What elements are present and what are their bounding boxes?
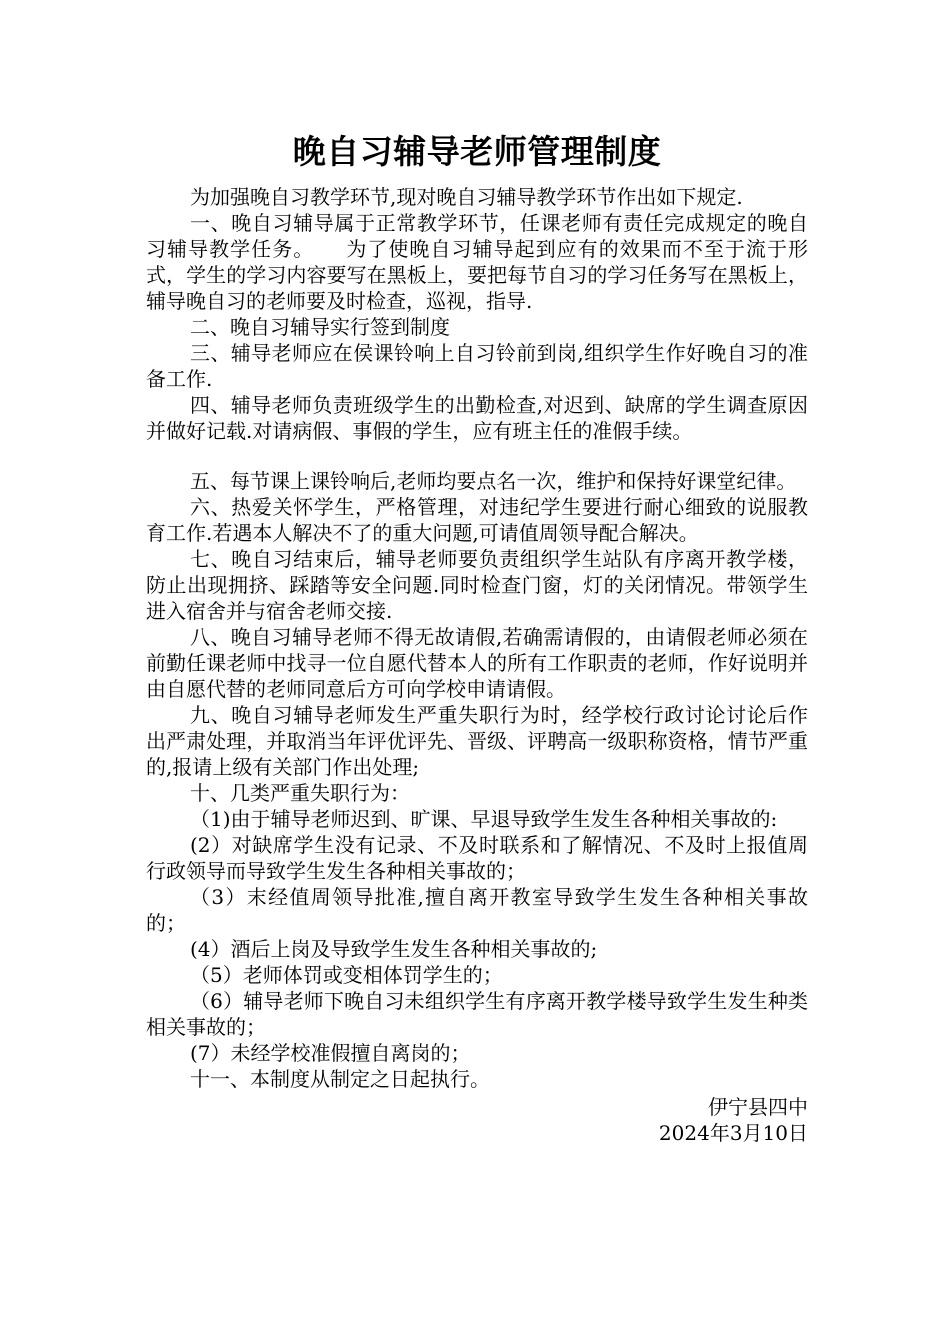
paragraph-rule-2: 二、晚自习辅导实行签到制度 xyxy=(190,315,450,339)
paragraph-item-7: (7）未经学校准假擅自离岗的； xyxy=(190,1041,471,1065)
paragraph-item-4: (4）酒后上岗及导致学生发生各种相关事故的; xyxy=(190,937,598,961)
paragraph-item-2: (2）对缺席学生没有记录、不及时联系和了解情况、不及时上报值周行政领导而导致学生发生各种相关事故的； xyxy=(146,833,808,883)
paragraph-item-5: （5）老师体罚或变相体罚学生的； xyxy=(190,963,503,987)
paragraph-rule-9: 九、晚自习辅导老师发生严重失职行为时，经学校行政讨论讨论后作出严肃处理，并取消当年评优评先、晋级、评聘高一级职称资格，情节严重的,报请上级有关部门作出处理; xyxy=(146,703,808,779)
paragraph-item-6: （6）辅导老师下晚自习未组织学生有序离开教学楼导致学生发生种类相关事故的； xyxy=(146,989,808,1039)
signature-date: 2024年3月10日 xyxy=(658,1121,808,1145)
paragraph-item-1: （1)由于辅导老师迟到、旷课、早退导致学生发生各种相关事故的: xyxy=(190,807,778,831)
paragraph-rule-8: 八、晚自习辅导老师不得无故请假,若确需请假的，由请假老师必须在前勤任课老师中找寻一位自愿代替本人的所有工作职责的老师，作好说明并由自愿代替的老师同意后方可向学校申请请假。 xyxy=(146,625,808,701)
signature-organization: 伊宁县四中 xyxy=(708,1095,808,1119)
paragraph-item-3: （3）末经值周领导批准,擅自离开教室导致学生发生各种相关事故的； xyxy=(146,885,808,935)
paragraph-rule-1: 一、晚自习辅导属于正常教学环节，任课老师有责任完成规定的晚自习辅导教学任务。 为了使晚自习辅导起到应有的效果而不至于流于形式，学生的学习内容要写在黑板上，要把每节自习的学习任务写在黑板上，辅导晚自习的老师要及时检查，巡视，指导. xyxy=(146,211,808,313)
paragraph-intro: 为加强晚自习教学环节,现对晚自习辅导教学环节作出如下规定. xyxy=(190,185,743,209)
document-body xyxy=(146,184,808,1092)
document-title: 晚自习辅导老师管理制度 xyxy=(292,132,662,171)
paragraph-rule-6: 六、热爱关怀学生，严格管理，对违纪学生要进行耐心细致的说服教育工作.若遇本人解决不了的重大问题,可请值周领导配合解决。 xyxy=(146,495,808,545)
paragraph-rule-10: 十、几类严重失职行为： xyxy=(190,781,410,805)
paragraph-rule-5: 五、每节课上课铃响后,老师均要点名一次，维护和保持好课堂纪律。 xyxy=(190,469,797,493)
paragraph-rule-11: 十一、本制度从制定之日起执行。 xyxy=(190,1067,490,1091)
document-page xyxy=(146,128,808,1146)
paragraph-rule-7: 七、晚自习结束后，辅导老师要负责组织学生站队有序离开教学楼，防止出现拥挤、踩踏等安全问题.同时检查门窗，灯的关闭情况。带领学生进入宿舍并与宿舍老师交接. xyxy=(146,547,808,623)
signature-block xyxy=(146,1094,808,1146)
paragraph-rule-4: 四、辅导老师负责班级学生的出勤检查,对迟到、缺席的学生调查原因并做好记载.对请病假、事假的学生，应有班主任的准假手续。 xyxy=(146,393,808,443)
paragraph-rule-3: 三、辅导老师应在侯课铃响上自习铃前到岗,组织学生作好晚自习的准备工作. xyxy=(146,341,808,391)
